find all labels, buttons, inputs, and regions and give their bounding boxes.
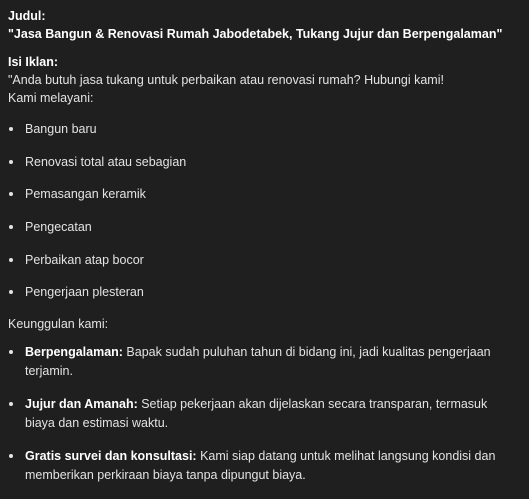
service-item <box>8 211 523 244</box>
advantages-list <box>8 343 523 485</box>
advantage-term: Jujur dan Amanah: <box>25 396 138 411</box>
service-label: Pemasangan keramik <box>25 187 146 202</box>
services-heading: Kami melayani: <box>8 91 94 105</box>
bullet-icon <box>9 127 13 131</box>
service-label: Renovasi total atau sebagian <box>25 154 187 169</box>
service-label: Perbaikan atap bocor <box>25 252 144 267</box>
spacer <box>8 333 523 343</box>
bullet-icon <box>9 350 13 354</box>
bullet-icon <box>9 160 13 164</box>
advantage-item <box>8 447 523 485</box>
advantage-text: Kami siap datang untuk melihat langsung kondisi dan memberikan perkiraan biaya tanpa dipungut biaya. <box>25 448 496 482</box>
advantage-item <box>8 395 523 433</box>
services-list <box>8 113 523 309</box>
bullet-icon <box>9 192 13 196</box>
title-label: Judul: <box>8 9 46 23</box>
spacer <box>8 43 523 53</box>
service-item <box>8 276 523 309</box>
service-label: Bangun baru <box>25 122 97 137</box>
advantages-heading: Keunggulan kami: <box>8 316 109 331</box>
service-item <box>8 146 523 179</box>
service-label: Pengecatan <box>25 220 92 235</box>
advantage-item <box>8 343 523 381</box>
ad-draft <box>8 7 523 499</box>
bullet-icon <box>9 402 13 406</box>
advantage-term: Berpengalaman: <box>25 344 123 359</box>
ad-intro: "Anda butuh jasa tukang untuk perbaikan atau renovasi rumah? Hubungi kami! <box>8 73 444 87</box>
body-label: Isi Iklan: <box>8 55 59 69</box>
service-item <box>8 178 523 211</box>
service-label: Pengerjaan plesteran <box>25 285 144 300</box>
advantage-text: Setiap pekerjaan akan dijelaskan secara transparan, termasuk biaya dan estimasi waktu. <box>25 396 488 430</box>
bullet-icon <box>9 454 13 458</box>
service-item <box>8 243 523 276</box>
bullet-icon <box>9 290 13 294</box>
advantage-text: Bapak sudah puluhan tahun di bidang ini, jadi kualitas pengerjaan terjamin. <box>25 344 491 378</box>
bullet-icon <box>9 258 13 262</box>
ad-title: "Jasa Bangun & Renovasi Rumah Jabodetabek, Tukang Jujur dan Berpengalaman" <box>8 27 503 41</box>
advantage-term: Gratis survei dan konsultasi: <box>25 448 197 463</box>
bullet-icon <box>9 225 13 229</box>
service-item <box>8 113 523 146</box>
